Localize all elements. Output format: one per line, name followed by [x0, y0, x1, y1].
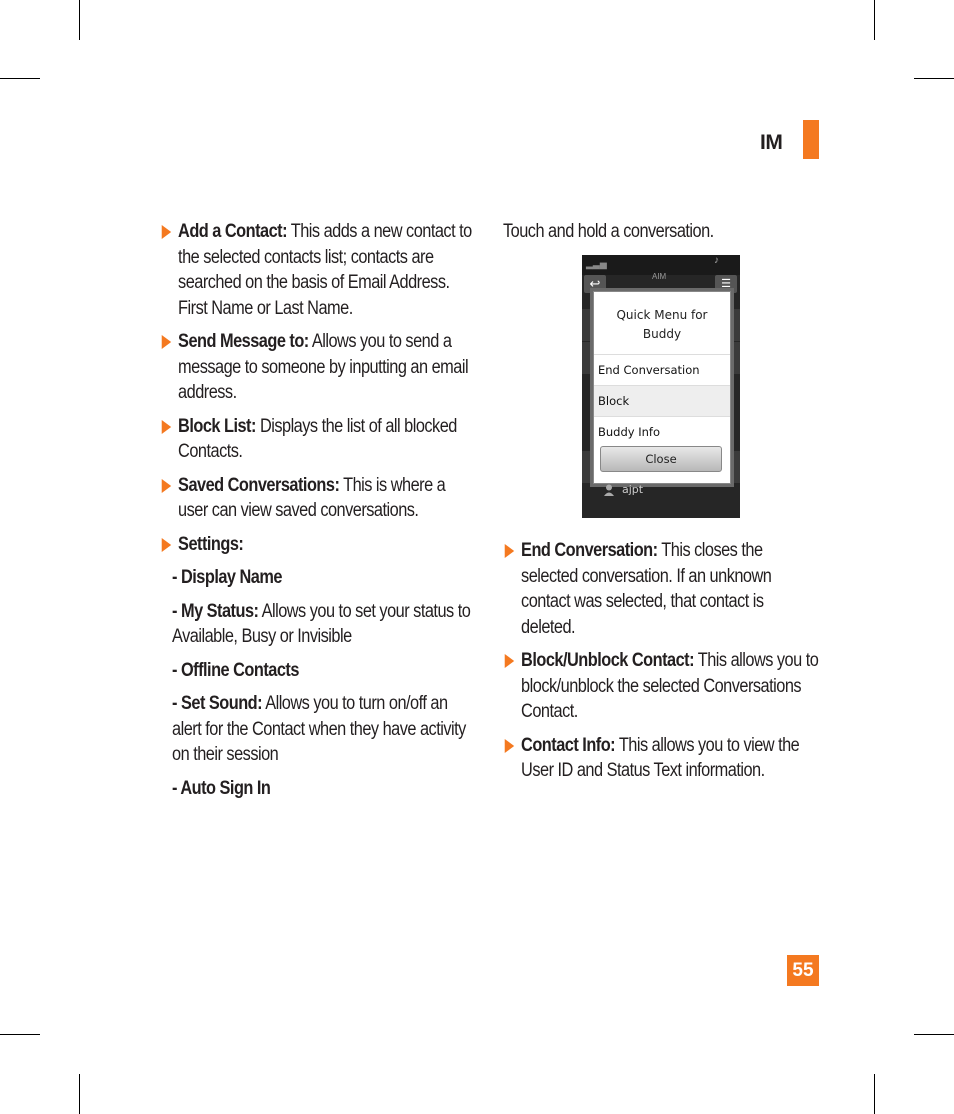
- settings-text: Allows you to set your status to Available, Busy or Invisible: [172, 600, 471, 647]
- bullet-term: End Conversation:: [521, 540, 658, 561]
- crop-mark: [79, 0, 80, 40]
- settings-item: [160, 565, 476, 591]
- crop-mark: [874, 1074, 875, 1114]
- right-column-bullets: [503, 538, 819, 792]
- settings-text: Allows you to turn on/off an alert for the Contact when they have activity on their session: [172, 693, 466, 765]
- bullet-text: This allows you to view the User ID and Status Text information.: [521, 734, 800, 781]
- triangle-bullet-icon: [162, 538, 171, 552]
- bullet-text: This is where a user can view saved conversations.: [178, 474, 446, 521]
- bullet-term: Contact Info:: [521, 734, 616, 756]
- triangle-bullet-icon: [505, 654, 514, 668]
- bullet-term: Block/Unblock Contact:: [521, 650, 695, 671]
- crop-mark: [0, 78, 40, 79]
- right-column: [503, 219, 819, 245]
- bullet-term: Add a Contact:: [178, 221, 288, 242]
- settings-term: - Auto Sign In: [172, 777, 271, 799]
- bullet-text: This adds a new contact to the selected contacts list; contacts are searched on the basis of Email Address. First Name or Last Name.: [178, 221, 472, 319]
- section-title: IM: [760, 131, 783, 154]
- dialog-title-line: Buddy: [642, 327, 682, 341]
- triangle-bullet-icon: [505, 739, 514, 753]
- close-button[interactable]: Close: [600, 446, 722, 472]
- back-button[interactable]: ↩: [584, 275, 606, 293]
- bullet-item: [503, 733, 819, 784]
- person-icon: [604, 484, 614, 496]
- phone-screenshot: [582, 255, 740, 518]
- bullet-term: Block List:: [178, 415, 256, 437]
- menu-item-block[interactable]: Block: [594, 385, 730, 416]
- settings-term: - Display Name: [172, 567, 282, 588]
- signal-icon: ▂▃▅: [586, 259, 607, 269]
- bullet-text: This closes the selected conversation. If an unknown contact was selected, that contact is deleted.: [521, 540, 772, 638]
- bullet-text: This allows you to block/unblock the selected Conversations Contact.: [521, 650, 819, 722]
- dialog-title: [594, 292, 730, 354]
- intro-text: Touch and hold a conversation.: [503, 221, 714, 242]
- bullet-item: [503, 538, 819, 640]
- crop-mark: [874, 0, 875, 40]
- bullet-term: Send Message to:: [178, 331, 309, 352]
- bullet-item: [160, 219, 476, 321]
- settings-item: [160, 599, 476, 650]
- triangle-bullet-icon: [162, 225, 171, 239]
- menu-item-end-conversation[interactable]: End Conversation: [594, 354, 730, 385]
- bullet-item: [160, 532, 476, 558]
- triangle-bullet-icon: [162, 335, 171, 349]
- settings-item: [160, 776, 476, 802]
- settings-item: [160, 658, 476, 684]
- menu-item-buddy-info[interactable]: Buddy Info: [594, 416, 730, 447]
- bullet-item: [160, 473, 476, 524]
- music-note-icon: ♪: [714, 255, 719, 266]
- settings-term: - Offline Contacts: [172, 659, 299, 681]
- buddy-name: ajpt: [622, 483, 644, 496]
- triangle-bullet-icon: [162, 420, 171, 434]
- triangle-bullet-icon: [505, 544, 514, 558]
- bullet-item: [160, 414, 476, 465]
- crop-mark: [914, 78, 954, 79]
- bullet-text: Allows you to send a message to someone by inputting an email address.: [178, 331, 469, 403]
- bullet-term: Saved Conversations:: [178, 474, 340, 496]
- menu-icon[interactable]: ☰: [715, 275, 737, 293]
- bullet-text: Displays the list of all blocked Contacts.: [178, 415, 457, 462]
- bullet-item: [503, 648, 819, 725]
- quick-menu-dialog: [593, 291, 731, 484]
- app-label: AIM: [652, 272, 667, 281]
- crop-mark: [0, 1034, 40, 1035]
- settings-term: - My Status:: [172, 600, 259, 622]
- left-column: [160, 219, 476, 809]
- page-number: 55: [787, 955, 819, 986]
- section-tab-marker: [803, 120, 819, 159]
- dialog-title-line: Quick Menu for: [616, 308, 708, 322]
- crop-mark: [914, 1034, 954, 1035]
- crop-mark: [79, 1074, 80, 1114]
- bullet-term: Settings:: [178, 533, 244, 555]
- settings-item: [160, 691, 476, 768]
- triangle-bullet-icon: [162, 479, 171, 493]
- bullet-item: [160, 329, 476, 406]
- settings-term: - Set Sound:: [172, 693, 263, 714]
